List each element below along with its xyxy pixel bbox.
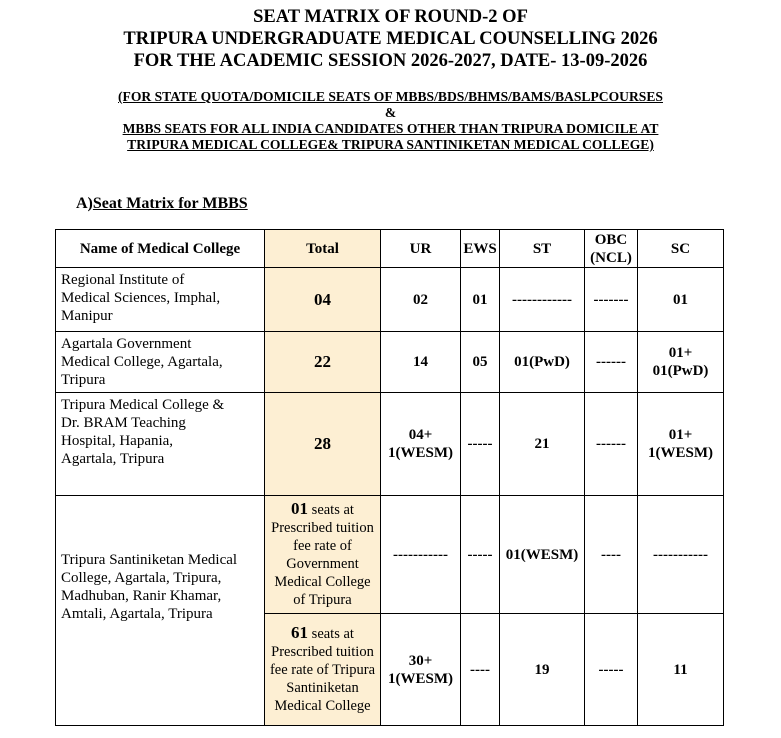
ews-cell: 01: [461, 268, 500, 332]
table-row: [56, 496, 724, 614]
st-cell: ------------: [500, 268, 585, 332]
table-row: [56, 393, 724, 496]
header-obc-ncl: OBC (NCL): [585, 230, 638, 268]
obc-cell: ----: [585, 496, 638, 614]
header-total: Total: [265, 230, 381, 268]
ur-cell: 30+ 1(WESM): [381, 614, 461, 726]
sc-cell: 01: [638, 268, 724, 332]
total-cell-govt-fee: 01 seats at Prescribed tuition fee rate of Government Medical College of Tripura: [265, 496, 381, 614]
obc-cell: ------: [585, 393, 638, 496]
total-cell: 04: [265, 268, 381, 332]
college-name-agmc: Agartala Government Medical College, Agartala, Tripura: [56, 332, 265, 393]
ews-cell: -----: [461, 496, 500, 614]
doc-title-line-1: SEAT MATRIX OF ROUND-2 OF: [253, 7, 528, 27]
st-cell: 01(WESM): [500, 496, 585, 614]
obc-cell: -----: [585, 614, 638, 726]
header-st: ST: [500, 230, 585, 268]
ews-cell: 05: [461, 332, 500, 393]
sc-cell: -----------: [638, 496, 724, 614]
doc-subtitle-line-1: (FOR STATE QUOTA/DOMICILE SEATS OF MBBS/BDS/BHMS/BAMS/BASLPCOURSES: [118, 89, 663, 104]
ews-cell: -----: [461, 393, 500, 496]
ur-cell: 02: [381, 268, 461, 332]
doc-subtitle-line-2: MBBS SEATS FOR ALL INDIA CANDIDATES OTHER THAN TRIPURA DOMICILE AT: [122, 121, 659, 136]
obc-cell: ------: [585, 332, 638, 393]
ews-cell: ----: [461, 614, 500, 726]
ur-cell: 14: [381, 332, 461, 393]
obc-cell: -------: [585, 268, 638, 332]
header-ur: UR: [381, 230, 461, 268]
doc-title-line-3: FOR THE ACADEMIC SESSION 2026-2027, DATE- 13-09-2026: [133, 51, 648, 71]
college-name-tsmc: Tripura Santiniketan Medical College, Agartala, Tripura, Madhuban, Ranir Khamar, Amtali, Agartala, Tripura: [56, 496, 265, 726]
section-heading: A)Seat Matrix for MBBS: [76, 195, 248, 212]
sc-cell: 01+ 1(WESM): [638, 393, 724, 496]
sc-cell: 01+ 01(PwD): [638, 332, 724, 393]
header-sc: SC: [638, 230, 724, 268]
header-college-name: Name of Medical College: [56, 230, 265, 268]
table-header-row: [56, 230, 724, 268]
st-cell: 19: [500, 614, 585, 726]
doc-subtitle-line-3: TRIPURA MEDICAL COLLEGE& TRIPURA SANTINIKETAN MEDICAL COLLEGE): [127, 137, 654, 152]
college-name-rims: Regional Institute of Medical Sciences, Imphal, Manipur: [56, 268, 265, 332]
table-row: [56, 268, 724, 332]
college-name-tmc: Tripura Medical College & Dr. BRAM Teaching Hospital, Hapania, Agartala, Tripura: [56, 393, 265, 496]
ur-cell: -----------: [381, 496, 461, 614]
seat-matrix-table: [55, 229, 724, 726]
doc-title-line-2: TRIPURA UNDERGRADUATE MEDICAL COUNSELLING 2026: [123, 29, 658, 49]
st-cell: 21: [500, 393, 585, 496]
doc-subtitle-amp: &: [384, 105, 397, 120]
ur-cell: 04+ 1(WESM): [381, 393, 461, 496]
total-cell: 28: [265, 393, 381, 496]
st-cell: 01(PwD): [500, 332, 585, 393]
sc-cell: 11: [638, 614, 724, 726]
table-row: [56, 332, 724, 393]
total-cell-tsmc-fee: 61 seats at Prescribed tuition fee rate of Tripura Santiniketan Medical College: [265, 614, 381, 726]
header-ews: EWS: [461, 230, 500, 268]
total-cell: 22: [265, 332, 381, 393]
